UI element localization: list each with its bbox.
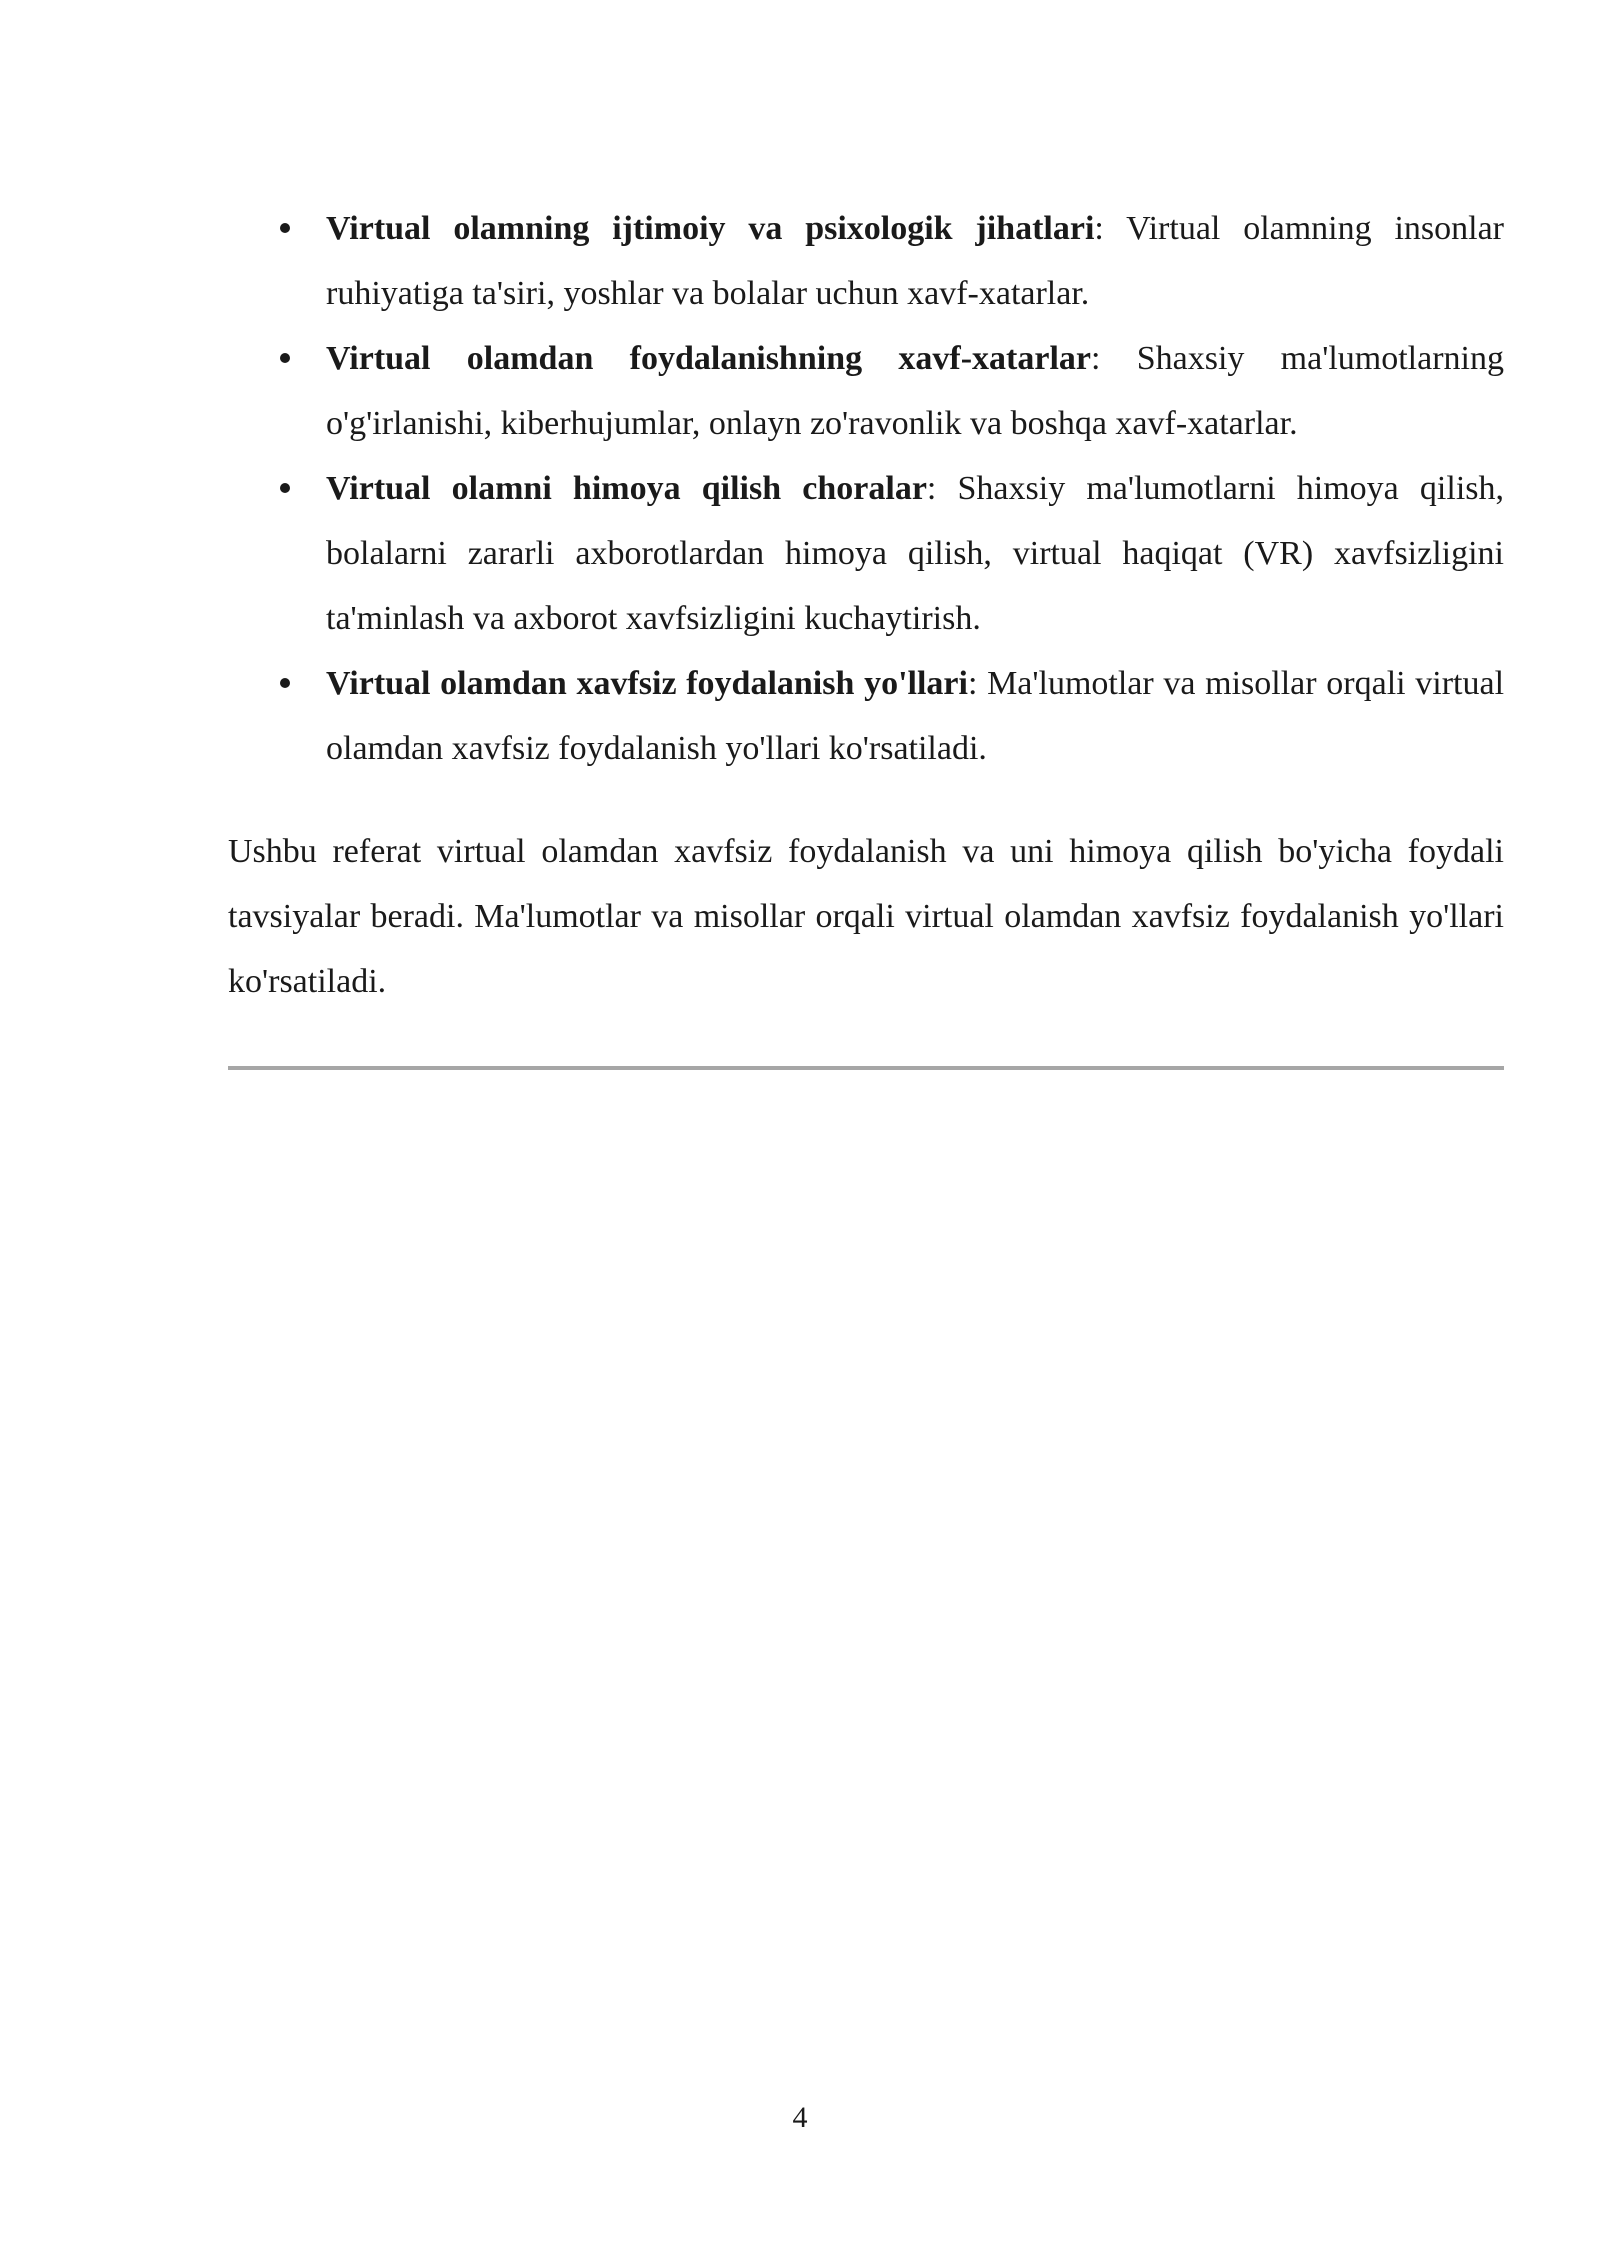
bullet-title: Virtual olamni himoya qilish choralar: [326, 470, 927, 507]
bullet-text: : Shaxsiy ma'lumotlarning o'g'irlanishi, kiberhujumlar, onlayn zo'ravonlik va boshqa xavf-xatarlar.: [326, 340, 1504, 442]
page-content: [228, 196, 1504, 1070]
bullet-icon: [280, 483, 290, 493]
page-number: 4: [792, 2101, 808, 2134]
bullet-text: : Virtual olamning insonlar ruhiyatiga ta'siri, yoshlar va bolalar uchun xavf-xatarlar.: [326, 210, 1505, 312]
bullet-item-protection: [228, 456, 1504, 651]
bullet-item-risks: [228, 326, 1504, 456]
horizontal-divider: [228, 1066, 1504, 1070]
bullet-item-safe-use: [228, 651, 1504, 781]
bullet-text: : Shaxsiy ma'lumotlarni himoya qilish, bolalarni zararli axborotlardan himoya qilish, virtual haqiqat (VR) xavfsizligini ta'minlash va axborot xavfsizligini kuchaytirish.: [326, 470, 1504, 637]
summary-paragraph: Ushbu referat virtual olamdan xavfsiz foydalanish va uni himoya qilish bo'yicha foydali tavsiyalar beradi. Ma'lumotlar va misollar orqali virtual olamdan xavfsiz foydalanish yo'llari ko'rsatiladi.: [228, 833, 1504, 1000]
bullet-icon: [280, 353, 290, 363]
bullet-title: Virtual olamning ijtimoiy va psixologik jihatlari: [326, 210, 1095, 247]
bullet-title: Virtual olamdan xavfsiz foydalanish yo'llari: [326, 665, 968, 702]
bullet-item-social-psychological: [228, 196, 1504, 326]
bullet-list: [228, 196, 1504, 781]
bullet-text: : Ma'lumotlar va misollar orqali virtual olamdan xavfsiz foydalanish yo'llari ko'rsatiladi.: [326, 665, 1505, 767]
bullet-title: Virtual olamdan foydalanishning xavf-xatarlar: [326, 340, 1091, 377]
bullet-icon: [280, 678, 290, 688]
bullet-icon: [280, 223, 290, 233]
